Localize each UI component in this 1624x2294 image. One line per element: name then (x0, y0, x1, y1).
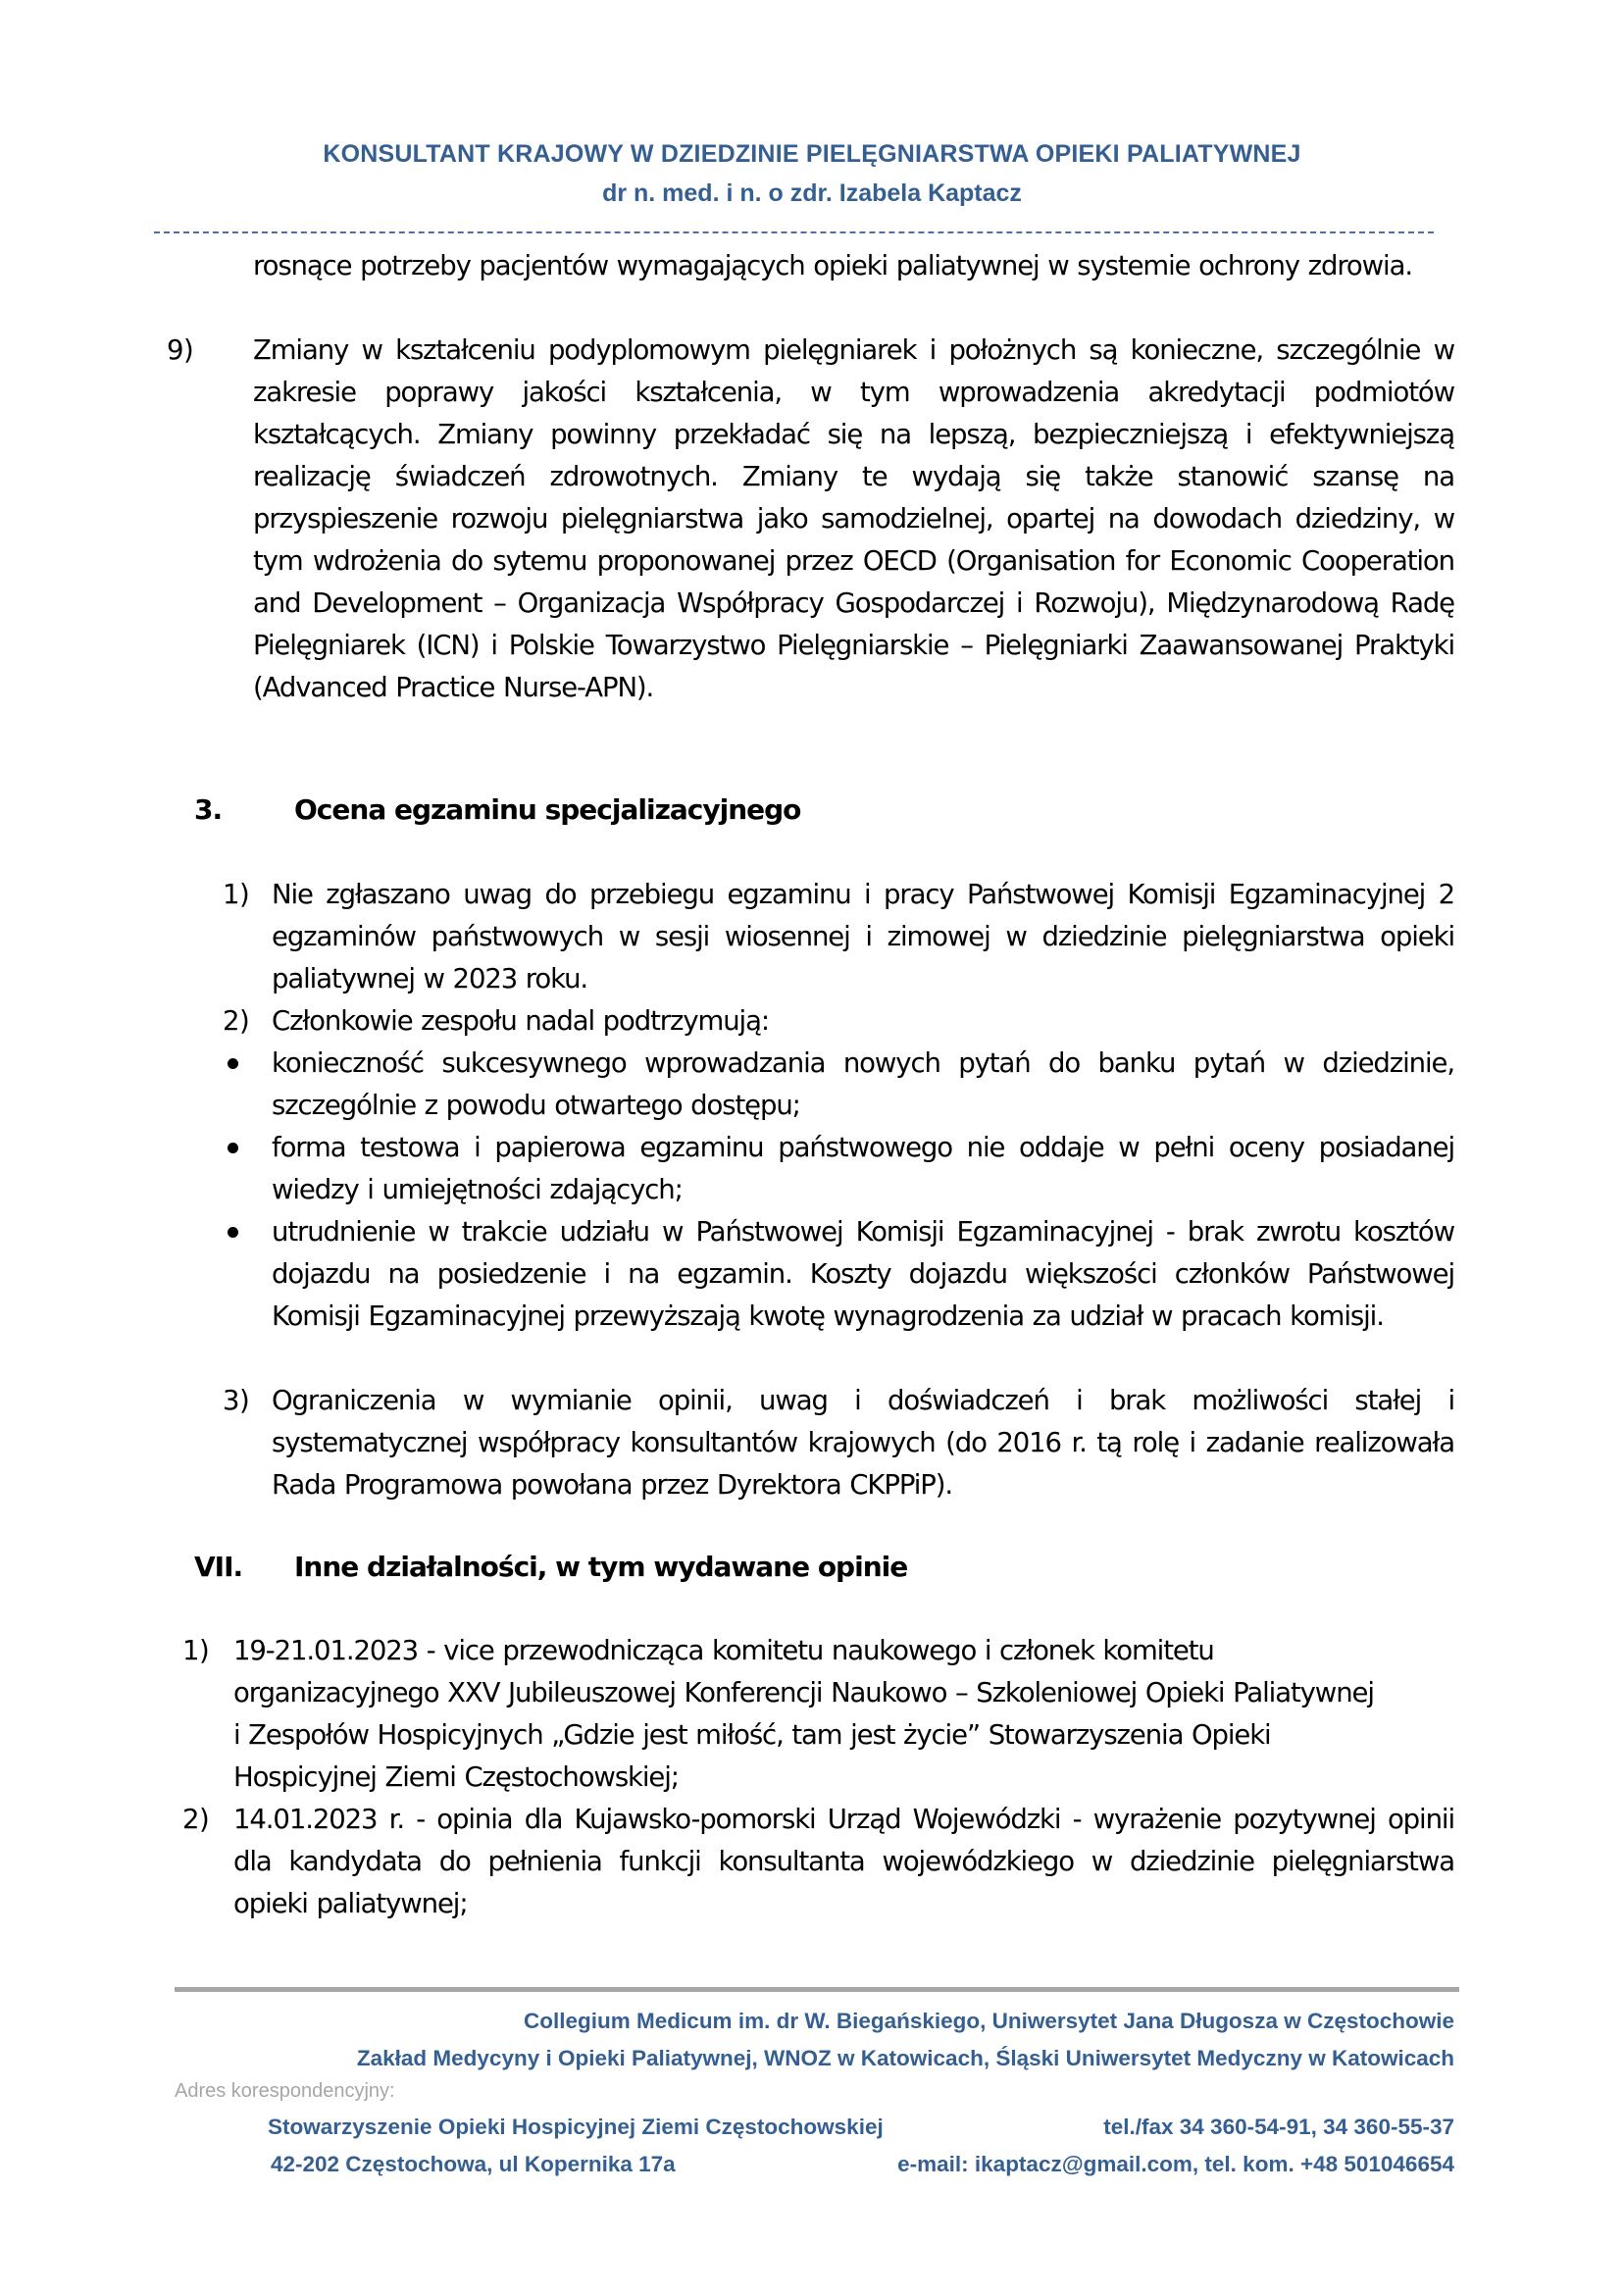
footer-organization: Stowarzyszenie Opieki Hospicyjnej Ziemi Częstochowskiej (268, 2115, 884, 2139)
footer-email-link[interactable]: e-mail: ikaptacz@gmail.com, tel. kom. +48 501046654 (897, 2152, 1454, 2176)
s3-item-1-number: 1) (223, 879, 250, 910)
section-3-title: Ocena egzaminu specjalizacyjnego (294, 793, 801, 826)
s7-item-1-line-3: i Zespołów Hospicyjnych „Gdzie jest miłość, tam jest życie” Stowarzyszenia Opieki (233, 1719, 1271, 1751)
section-vii-title: Inne działalności, w tym wydawane opinie (294, 1551, 908, 1583)
footer-address-label: Adres korespondencyjny: (175, 2080, 395, 2102)
footer-street-address: 42-202 Częstochowa, ul Kopernika 17a (271, 2152, 676, 2176)
s3-bullet-2: forma testowa i papierowa egzaminu państwowego nie oddaje w pełni oceny posiadanej wiedzy i umiejętności zdających; (272, 1132, 1454, 1205)
item-8-continuation: rosnące potrzeby pacjentów wymagających opieki paliatywnej w systemie ochrony zdrowia. (253, 250, 1412, 281)
s7-item-1-line-2: organizacyjnego XXV Jubileuszowej Konferencji Naukowo – Szkoleniowej Opieki Paliatywnej (233, 1677, 1374, 1708)
s7-item-1-number: 1) (182, 1635, 210, 1666)
s3-item-2-text: Członkowie zespołu nadal podtrzymują: (272, 1005, 769, 1037)
s7-item-2-number: 2) (182, 1804, 210, 1835)
s7-item-1-line-1: 19-21.01.2023 - vice przewodnicząca komitetu naukowego i członek komitetu (233, 1635, 1214, 1666)
document-header-title: KONSULTANT KRAJOWY W DZIEDZINIE PIELĘGNIARSTWA OPIEKI PALIATYWNEJ (323, 140, 1301, 168)
footer-phone: tel./fax 34 360-54-91, 34 360-55-37 (1103, 2115, 1454, 2139)
header-dashed-divider (154, 231, 1434, 233)
footer-institution-2: Zakład Medycyny i Opieki Paliatywnej, WNOZ w Katowicach, Śląski Uniwersytet Medyczny w Katowicach (356, 2046, 1454, 2070)
s3-item-1-text: Nie zgłaszano uwag do przebiegu egzaminu i pracy Państwowej Komisji Egzaminacyjnej 2 egzaminów państwowych w sesji wiosennej i zimowej w dziedzinie pielęgniarstwa opieki paliatywnej w 2023 roku. (272, 879, 1454, 994)
s3-bullet-1: konieczność sukcesywnego wprowadzania nowych pytań do banku pytań w dziedzinie, szczególnie z powodu otwartego dostępu; (272, 1047, 1454, 1121)
footer-divider (175, 1987, 1459, 1992)
document-header-author: dr n. med. i n. o zdr. Izabela Kaptacz (602, 179, 1022, 207)
item-9-text: Zmiany w kształceniu podyplomowym pielęgniarek i położnych są konieczne, szczególnie w zakresie poprawy jakości kształcenia, w tym wprowadzenia akredytacji podmiotów kształcących. Zmiany powinny przekładać się na lepszą, bezpieczniejszą i efektywniejszą realizację świadczeń zdrowotnych. Zmiany te wydają się także stanowić szansę na przyspieszenie rozwoju pielęgniarstwa jako samodzielnej, opartej na dowodach dziedziny, w tym wdrożenia do sytemu proponowanej przez OECD (Organisation for Economic Cooperation and Development – Organizacja Współpracy Gospodarczej i Rozwoju), Międzynarodową Radę Pielęgniarek (ICN) i Polskie Towarzystwo Pielęgniarskie – Pielęgniarki Zaawansowanej Praktyki (Advanced Practice Nurse-APN). (253, 334, 1454, 703)
bullet-icon (228, 1058, 238, 1069)
section-3-number: 3. (194, 793, 223, 826)
bullet-icon (228, 1143, 238, 1153)
s3-item-3-number: 3) (223, 1385, 250, 1416)
s3-bullet-3: utrudnienie w trakcie udziału w Państwowej Komisji Egzaminacyjnej - brak zwrotu kosztów dojazdu na posiedzenie i na egzamin. Koszty dojazdu większości członków Państwowej Komisji Egzaminacyjnej przewyższają kwotę wynagrodzenia za udział w pracach komisji. (272, 1216, 1454, 1332)
bullet-icon (228, 1227, 238, 1238)
item-9-number: 9) (167, 334, 194, 366)
s3-item-3-text: Ograniczenia w wymianie opinii, uwag i doświadczeń i brak możliwości stałej i systematycznej współpracy konsultantów krajowych (do 2016 r. tą rolę i zadanie realizowała Rada Programowa powołana przez Dyrektora CKPPiP). (272, 1385, 1454, 1501)
s7-item-2-text: 14.01.2023 r. - opinia dla Kujawsko-pomorski Urząd Wojewódzki - wyrażenie pozytywnej opinii dla kandydata do pełnienia funkcji konsultanta wojewódzkiego w dziedzinie pielęgniarstwa opieki paliatywnej; (233, 1804, 1454, 1919)
section-vii-number: VII. (194, 1551, 243, 1583)
s3-item-2-number: 2) (223, 1005, 250, 1037)
footer-institution-1: Collegium Medicum im. dr W. Biegańskiego, Uniwersytet Jana Długosza w Częstochowie (524, 2009, 1454, 2033)
s7-item-1-line-4: Hospicyjnej Ziemi Częstochowskiej; (233, 1761, 679, 1793)
